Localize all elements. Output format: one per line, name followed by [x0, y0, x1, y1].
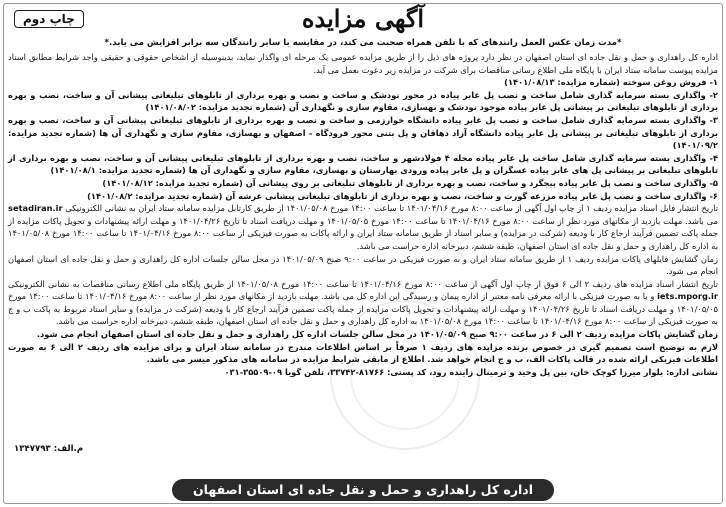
paragraph-text: اداره کل راهداری و حمل و نقل جاده ای استان اصفهان در نظر دارد پروژه های ذیل را از طریق مزایده عمومی یک مرحله ای واگذار نماید، بدینوسیله از اشخاص حقوقی و حقیقی واجد شرایط مطابق اسناد مزایده پیوست سامانه ستاد ایران با پایگاه ملی اطلاع رسانی مناقصات برای شرکت در مزایده زیر دعوت بعمل می آید. — [8, 52, 718, 75]
ad-slogan: *مدت زمان عکس العمل رانندهای که با تلفن همراه صحبت می کند، در مقایسه با سایر رانندگان سه برابر افزایش می یابد.* — [104, 38, 622, 48]
paragraph-text: تاریخ انتشار فایل اسناد مزایده ردیف ۱ از چاپ اول آگهی از ساعت ۸:۰۰ مورخ ۱۴۰۱/۰۴/۱۶ تا ساعت ۱۴:۰۰ مورخ ۱۴۰۱/۰۵/۰۸ از طریق کارتابل مزایده سامانه ستاد ایران به نشانی الکترونیکی — [65, 203, 719, 214]
paragraph-text: تاریخ انتشار اسناد مزایده های ردیف ۲ الی ۶ فوق از چاپ اول آگهی از ساعت ۸:۰۰ مورخ ۱۴۰۱/۰۴/۱۶ تا ساعت ۱۴:۰۰ مورخ ۱۴۰۱/۰۵/۰۸ از طریق پایگاه ملی اطلاع رسانی مناقصات به نشانی الکترونیکی — [8, 278, 718, 289]
ad-header — [6, 4, 720, 36]
paragraph-text: لازم به توضیح است تصمیم گیری در خصوص برنده مزایده های ردیف ۱ صرفاً بر اساس اطلاعات مندرج در سامانه ستاد ایران و برای مزایده های ردیف ۲ الی ۶ به صورت اطلاعات فیزیکی ارائه شده در قالب پاکات الف، ب و ج انجام خواهد شد. اطلاع از مابقی شرایط مزایده در سامانه های مذکور میسر می باشد. — [8, 341, 719, 365]
paragraph-text: زمان گشایش پاکات مزایده ردیف ۲ الی ۶ در ساعت ۹:۰۰ صبح ۱۴۰۱/۰۵/۰۹ در محل سالن جلسات اداره کل راهداری و حمل و نقل جاده ای استان اصفهان انجام می شود. — [36, 329, 718, 340]
paragraph-text: ۴- واگذاری بسته سرمایه گذاری شامل ساخت پل عابر پیاده محله ۴ فولادشهر و ساخت، نصب و بهره برداری از تابلوهای تبلیغاتی پیشانی آن و ساخت، نصب و بهره برداری از تابلوهای تبلیغاتی بر پیشانی پل های عابر پیاده عسگران و پل عابر پیاده ورودی بهارستان و بهسازی، مقاوم سازی و نگهداری آن ها (شماره تجدید مزایده: ۱۴۰۱/۰۸/۱) — [8, 152, 719, 176]
watermark-seal-inner — [350, 320, 460, 430]
paragraph-text-tail: می باشد. مهلت بازدید از مکانهای مورد نظر از ساعت ۸:۰۰ مورخ ۱۴۰۱/۰۴/۱۶ تا ساعت ۱۴:۰۰ مورخ ۱۴۰۱/۰۵/۰۵ و مهلت دریافت اسناد تا تاریخ ۱۴۰۱/۰۴/۲۶ و مهلت ارائه پیشنهادات و تحویل پاکات مزایده از جمله پاکت تضمین فرآیند ارجاع کار با ودیعه (شرکت در مزایده) و سایر اسناد از طریق سامانه ستاد ایران و ارائه پاکات به صورت فیزیکی از ساعت ۸:۰۰ مورخ ۱۴۰۱/۰۴/۱۶ تا ساعت ۱۴:۰۰ مورخ ۱۴۰۱/۰۵/۰۸ به اداره کل راهداری و حمل و نقل جاده ای استان اصفهان، طبقه ششم، دبیرخانه اداره حراست می باشد. — [8, 215, 718, 251]
reference-number: م.الف: ۱۳۴۷۷۹۳ — [14, 444, 84, 454]
watermark-seal — [330, 300, 480, 450]
paragraph-text: ۲- واگذاری بسته سرمایه گذاری شامل ساخت و نصب پل عابر پیاده در محور نودشک و ساخت و نصب و بهره برداری از تابلوهای تبلیغاتی پیشانی آن و ساخت، نصب و بهره برداری از تابلوهای تبلیغاتی بر پیشانی پل عابر پیاده موجود نودشک و بهسازی، مقاوم سازی و نگهداری آن (شماره تجدید مزایده: ۱۴۰۱/۰۸/۰۲) — [8, 89, 718, 113]
paragraph-text-tail: و یا به صورت فیزیکی با ارائه معرفی نامه معتبر از اداره پیمان و رسیدگی این اداره کل می باشد. مهلت بازدید از مکانهای مورد نظر از ساعت ۸:۰۰ مورخ ۱۴۰۱/۰۴/۱۶ تا ساعت ۱۴:۰۰ مورخ ۱۴۰۱/۰۵/۰۵ و مهلت دریافت اسناد تا تاریخ ۱۴۰۱/۰۴/۲۶ و مهلت ارائه پیشنهادات و تحویل پاکات مزایده از جمله پاکت تضمین فرآیند ارجاع کار با ودیعه (شرکت در مزایده) و سایر اسناد مربوط به پاکت ب و ج به صورت فیزیکی از ساعت ۸:۰۰ مورخ ۱۴۰۱/۰۴/۱۶ تا ساعت ۱۴:۰۰ مورخ ۱۴۰۱/۰۵/۰۸ به اداره کل راهداری و حمل و نقل جاده ای استان اصفهان، طبقه ششم، دبیرخانه اداره حراست می باشد. — [8, 291, 718, 327]
paragraph-text: ۱- فروش روغن سوخته (شماره مزایده: ۱۴۰۱/۰۸/۱۳) — [504, 77, 718, 88]
ad-title: آگهی مزایده — [301, 4, 425, 33]
paragraph-text: ۵- واگذاری ساخت و نصب پل عابر پیاده بیجگرد و ساخت، نصب و بهره برداری از تابلوهای تبلیغاتی بر روی پیشانی آن (شماره تجدید مزایده: ۱۴۰۱/۰۸/۱۲) — [102, 177, 718, 188]
website-address: iets.mporg.ir — [657, 291, 718, 302]
paragraph-text: زمان گشایش فایلهای پاکات مزایده ردیف ۱ از طریق سامانه ستاد ایران و به صورت فیزیکی در ساعت ۹:۰۰ صبح ۱۴۰۱/۰۵/۰۹ در محل سالن جلسات اداره کل راهداری و حمل و نقل جاده ای استان اصفهان انجام می شود. — [8, 253, 718, 277]
paragraph-text: ۳- واگذاری بسته سرمایه گذاری شامل ساخت و نصب پل عابر پیاده دانشگاه خوارزمی و ساخت و نصب و بهره برداری از تابلوهای تبلیغاتی پیشانی آن و ساخت، نصب و بهره برداری از تابلوهای تبلیغاتی بر پیشانی پل عابر پیاده دانشگاه آزاد دهاقان و پل بتنی محور فرودگاه - اصفهان و بهسازی، مقاوم سازی و نگهداری آن ها (شماره تجدید مزایده: ۱۴۰۱/۰۹/۲) — [8, 114, 718, 151]
website-address: setadiran.ir — [8, 203, 63, 214]
print-edition-badge: چاپ دوم — [14, 10, 84, 28]
paragraph-text: ۶- واگذاری ساخت و نصب پل عابر پیاده مزرعه گورت و ساخت، نصب و بهره برداری از تابلوهای تبلیغاتی پیشانی عرشه آن (شماره تجدید مزایده: ۱۴۰۱/۰۸/۲) — [87, 190, 718, 201]
footer-organization-banner: اداره کل راهداری و حمل و نقل جاده ای استان اصفهان — [172, 479, 554, 501]
paragraph-text: نشانی اداره: بلوار میرزا کوچک خان، بین پل وحید و ترمینال زاینده رود، کد پستی: ۸۱۷۶۶-۳۳۷۴۲، تلفن گویا ۰۹-۳۵۵۰۹-۰۳۱ — [224, 366, 718, 377]
